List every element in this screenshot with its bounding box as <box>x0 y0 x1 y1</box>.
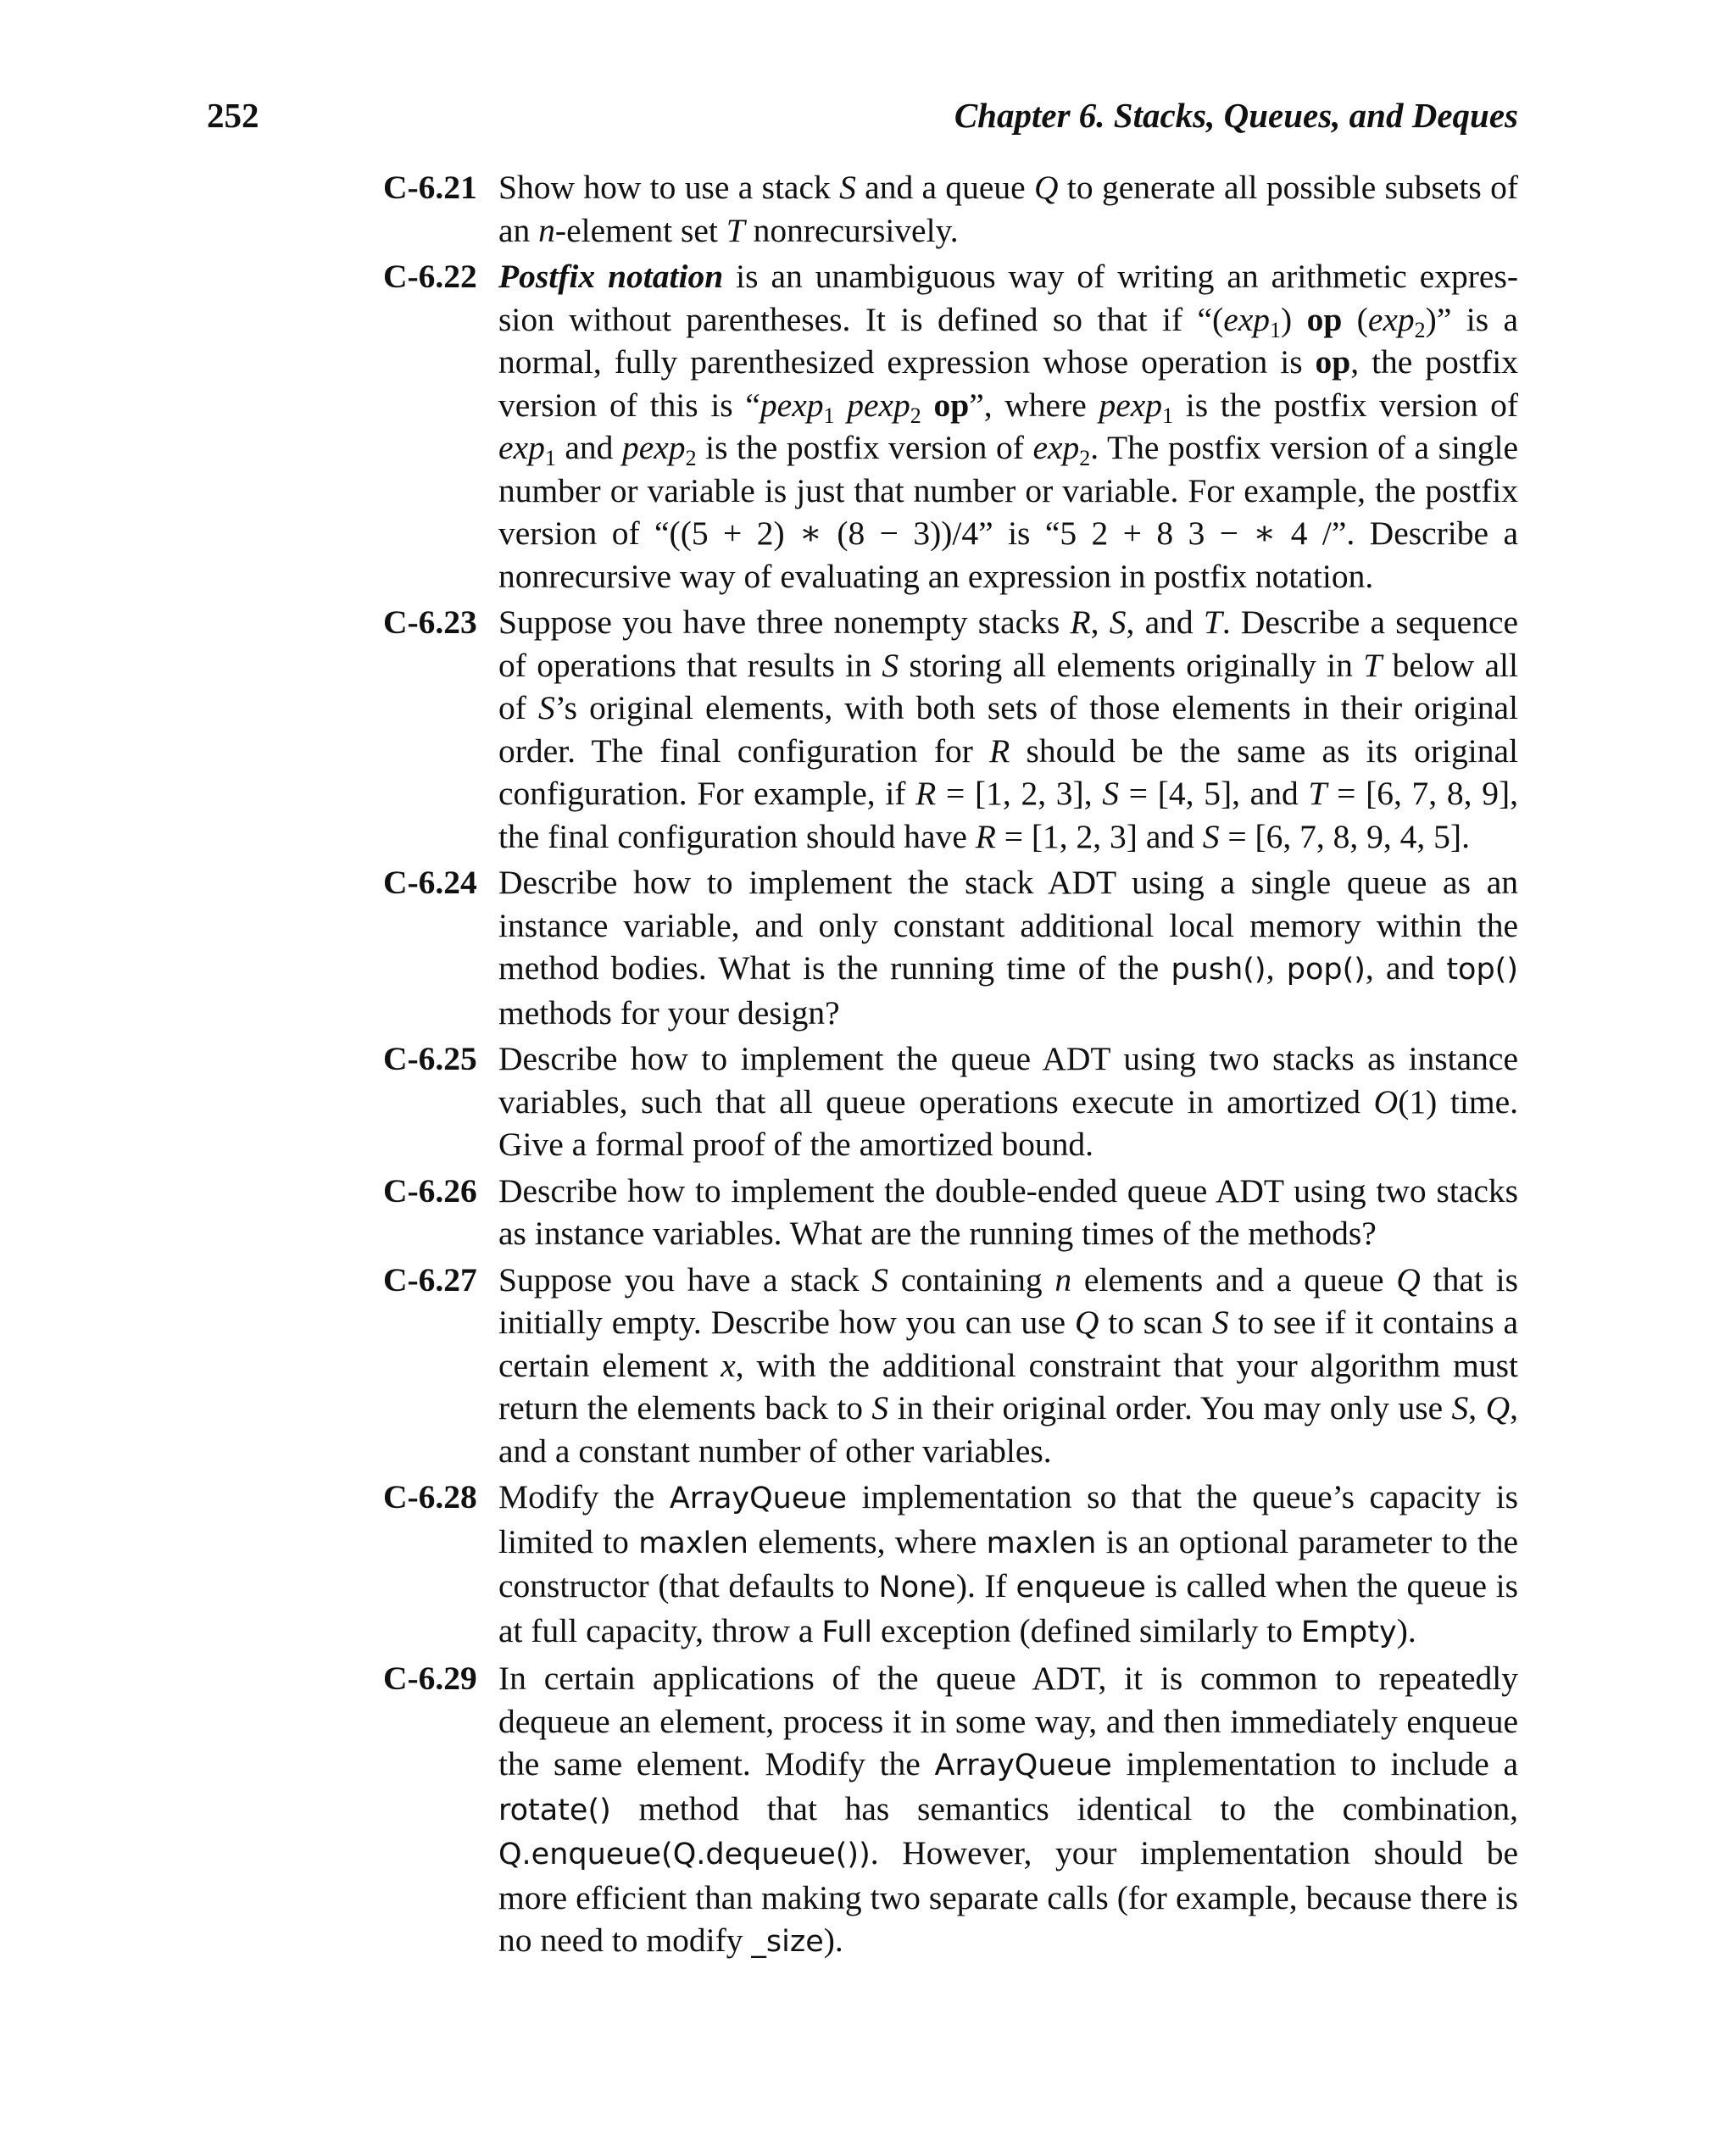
code-text: enqueue <box>1015 1571 1146 1604</box>
code-text: _size <box>751 1925 824 1959</box>
text-run: in their original order. You may only use <box>888 1389 1452 1426</box>
text-run: . The postfix version of a single number or variable is just that number or variable. For example, the postfix version of “((5 + 2) ∗ (8 − 3))/4” is “5 2 + 8 3 − ∗ 4 /”. Describe a nonrecursive way of evaluating an expression in postfix notation. <box>498 429 1518 595</box>
text-run: )” is a normal, fully parenthesized expression whose operation is <box>498 300 1519 381</box>
text-run: , and <box>1365 949 1447 987</box>
text-run: containing <box>888 1260 1055 1299</box>
exercise-c-6-21 <box>383 166 1518 252</box>
text-run <box>921 386 934 424</box>
text-run: = [1, 2, 3] and <box>995 817 1203 855</box>
text-run: elements and a queue <box>1071 1260 1397 1299</box>
math-variable: R <box>915 775 937 812</box>
code-text: rotate() <box>498 1793 611 1827</box>
subscript: 2 <box>1079 446 1091 470</box>
subscript: 1 <box>823 403 835 428</box>
exercise-c-6-25 <box>383 1037 1518 1166</box>
code-text: maxlen <box>638 1526 748 1560</box>
math-variable: T <box>1203 603 1222 641</box>
math-variable: T <box>1363 646 1383 684</box>
bold-term: op <box>933 386 970 424</box>
text-run: = [6, 7, 8, 9], the final configuration should have <box>498 775 1518 855</box>
math-variable: x <box>721 1346 736 1384</box>
math-variable: T <box>726 211 745 249</box>
math-variable: R <box>1070 603 1091 641</box>
exercise-c-6-29 <box>383 1657 1518 1964</box>
math-variable: S <box>1451 1389 1469 1426</box>
text-run: implementation so that the queue’s capacity is limited to <box>498 1478 1518 1560</box>
text-run: is an unambiguous way of writing an arithmetic expression without parentheses. It is defined so that if “( <box>498 258 1518 338</box>
math-variable: Q <box>1485 1389 1511 1426</box>
text-run: storing all elements originally in <box>899 646 1364 684</box>
math-variable: pexp <box>621 429 686 466</box>
subscript: 1 <box>1270 317 1282 342</box>
text-run: Suppose you have a stack <box>498 1260 872 1299</box>
text-run: In certain applications of the queue ADT, it is common to repeatedly dequeue an element, process it in some way, and then immediately enqueue the same element. Modify the <box>498 1660 1518 1782</box>
text-run: , <box>1090 603 1110 641</box>
exercise-c-6-27 <box>383 1259 1518 1473</box>
math-variable: Q <box>1074 1304 1099 1341</box>
exercise-c-6-22 <box>383 255 1518 598</box>
text-run: that is initially empty. Describe how you can use <box>498 1260 1518 1341</box>
math-variable: R <box>989 731 1010 770</box>
math-variable: S <box>537 689 555 726</box>
exercise-text <box>498 1259 1518 1473</box>
text-run: Modify the <box>498 1478 670 1515</box>
text-run: to generate all possible subsets of an <box>498 169 1518 249</box>
exercise-label: C-6.29 <box>383 1660 477 1697</box>
text-run: should be the same as its original configuration. For example, if <box>498 731 1518 812</box>
math-variable: exp <box>1367 300 1415 338</box>
text-run: ”, where <box>969 386 1099 424</box>
text-run: ( <box>1342 300 1368 338</box>
exercise-label: C-6.22 <box>383 258 477 295</box>
exercise-c-6-28 <box>383 1476 1518 1654</box>
code-text: Empty <box>1300 1615 1397 1649</box>
bold-term: op <box>1315 343 1351 381</box>
text-run: to scan <box>1099 1304 1212 1341</box>
text-run: , <box>1266 949 1287 987</box>
exercise-label: C-6.26 <box>383 1171 477 1210</box>
text-run: , and <box>1126 603 1204 641</box>
math-variable: Q <box>1034 169 1059 206</box>
math-variable: Q <box>1396 1260 1421 1299</box>
text-run: = [1, 2, 3], <box>936 775 1103 812</box>
exercise-c-6-24 <box>383 861 1518 1034</box>
exercise-text <box>498 1170 1518 1255</box>
code-text: top() <box>1446 953 1518 987</box>
exercise-label: C-6.28 <box>383 1478 477 1515</box>
code-text: ArrayQueue <box>934 1749 1112 1782</box>
text-run: -element set <box>554 211 726 249</box>
text-run: is an optional parameter to the constructor (that defaults to <box>498 1522 1518 1604</box>
math-variable: S <box>1102 775 1120 812</box>
math-variable: n <box>1054 1260 1072 1299</box>
exercise-c-6-23 <box>383 601 1518 858</box>
text-run <box>834 386 847 424</box>
exercise-label: C-6.23 <box>383 603 477 641</box>
text-run: , with the additional constraint that your algorithm must return the elements back to <box>498 1346 1519 1426</box>
exercise-text <box>498 1657 1518 1964</box>
exercise-c-6-26 <box>383 1170 1518 1255</box>
text-run: , the postfix version of this is “ <box>498 343 1519 424</box>
defined-term: Postfix notation <box>498 258 724 295</box>
code-text: maxlen <box>986 1526 1097 1560</box>
running-header <box>207 95 1518 146</box>
exercise-text <box>498 1037 1518 1166</box>
subscript: 2 <box>685 446 697 470</box>
math-variable: S <box>1202 817 1220 855</box>
text-run: and a queue <box>855 169 1035 206</box>
subscript: 1 <box>544 446 556 470</box>
code-text: Q.enqueue(Q.dequeue()) <box>498 1838 871 1871</box>
subscript: 2 <box>1414 317 1426 342</box>
exercise-label: C-6.25 <box>383 1040 477 1077</box>
math-variable: exp <box>498 429 545 466</box>
math-variable: n <box>538 211 555 249</box>
math-variable: S <box>1211 1304 1229 1341</box>
exercise-label: C-6.24 <box>383 864 477 901</box>
text-run: implementation to include a <box>1111 1745 1518 1782</box>
text-run: methods for your design? <box>498 993 840 1032</box>
text-run: Show how to use a stack <box>498 169 840 206</box>
math-variable: pexp <box>1099 386 1163 424</box>
exercise-text <box>498 1476 1518 1654</box>
text-run: and <box>555 429 622 466</box>
text-run: Describe how to implement the queue ADT using two stacks as instance variables, such that all queue operations execute in amortized <box>498 1040 1518 1121</box>
chapter-title: Chapter 6. Stacks, Queues, and Deques <box>954 96 1518 135</box>
text-run: , <box>1468 1389 1486 1426</box>
text-run: is the postfix version of <box>696 429 1033 466</box>
exercise-text <box>498 601 1518 858</box>
math-variable: O <box>1373 1082 1399 1121</box>
text-run: ) <box>1281 300 1307 338</box>
text-run: , and a constant number of other variables. <box>498 1389 1518 1470</box>
math-variable: S <box>871 1389 889 1426</box>
text-run: . However, your implementation should be more efficient than making two separate calls (for example, because there is no need to modify <box>498 1834 1518 1959</box>
text-run: to see if it contains a certain element <box>498 1304 1518 1384</box>
math-variable: exp <box>1032 429 1080 466</box>
code-text: push() <box>1171 953 1266 987</box>
exercise-label: C-6.27 <box>383 1260 477 1299</box>
exercise-list <box>383 166 1518 1967</box>
math-variable: exp <box>1223 300 1271 338</box>
text-run: ). <box>823 1921 843 1959</box>
code-text: None <box>878 1571 956 1604</box>
text-run: Describe how to implement the double-ended queue ADT using two stacks as instance variables. What are the running times of the methods? <box>498 1171 1518 1252</box>
math-variable: pexp <box>847 386 910 424</box>
text-run: Describe how to implement the stack ADT using a single queue as an instance variable, and only constant additional local memory within the method bodies. What is the running time of the <box>498 864 1518 987</box>
text-run: nonrecursively. <box>744 211 959 249</box>
exercise-text <box>498 166 1518 252</box>
exercise-text <box>498 255 1518 598</box>
bold-term: op <box>1306 300 1343 338</box>
text-run: ). <box>1396 1611 1416 1649</box>
text-run: . Describe a sequence of operations that results in <box>498 603 1519 684</box>
code-text: ArrayQueue <box>669 1482 848 1515</box>
text-run: = [6, 7, 8, 9, 4, 5]. <box>1219 817 1470 855</box>
text-run: below all of <box>498 646 1519 726</box>
text-run: ). If <box>955 1567 1016 1604</box>
text-run: exception (defined similarly to <box>872 1611 1301 1649</box>
math-variable: pexp <box>760 386 824 424</box>
text-run: method that has semantics identical to the combination, <box>610 1789 1518 1827</box>
math-variable: S <box>839 169 856 206</box>
text-run: elements, where <box>748 1522 987 1560</box>
subscript: 2 <box>910 403 921 428</box>
math-variable: R <box>975 817 996 855</box>
math-variable: S <box>871 1260 889 1299</box>
math-variable: S <box>882 646 899 684</box>
text-run: = [4, 5], and <box>1119 775 1309 812</box>
math-variable: S <box>1109 603 1127 641</box>
subscript: 1 <box>1162 403 1174 428</box>
page-number: 252 <box>207 96 259 135</box>
text-run: ’s original elements, with both sets of those elements in their original order. The final configuration for <box>498 689 1519 770</box>
math-variable: T <box>1308 775 1327 812</box>
text-run: is called when the queue is at full capacity, throw a <box>498 1567 1518 1649</box>
code-text: pop() <box>1286 953 1366 987</box>
text-run: is the postfix version of <box>1173 386 1519 424</box>
text-run: Suppose you have three nonempty stacks <box>498 603 1071 641</box>
exercise-label: C-6.21 <box>383 169 477 206</box>
text-run: (1) time. Give a formal proof of the amortized bound. <box>498 1082 1518 1163</box>
exercise-text <box>498 861 1518 1034</box>
code-text: Full <box>821 1615 873 1649</box>
